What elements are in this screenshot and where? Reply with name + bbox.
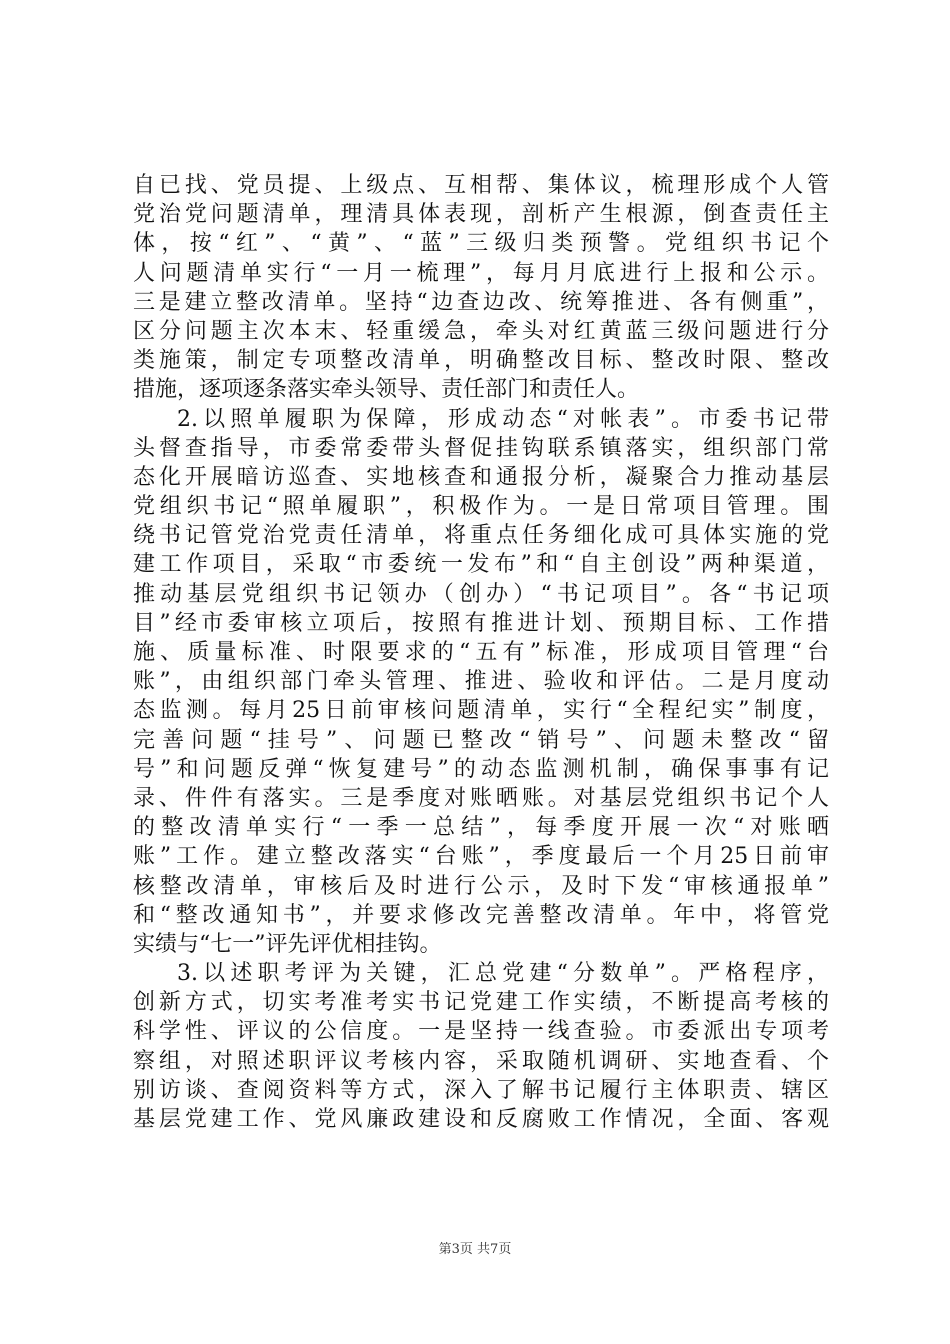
- text-line: 施、质量标准、时限要求的“五有”标准，形成项目管理“台: [133, 640, 829, 665]
- text-line: 目”经市委审核立项后，按照有推进计划、预期目标、工作措: [133, 610, 829, 636]
- text-line: 头督查指导，市委常委带头督促挂钩联系镇落实，组织部门常: [133, 435, 829, 461]
- text-line: 基层党建工作、党风廉政建设和反腐败工作情况，全面、客观: [133, 1107, 829, 1132]
- text-line: 和“整改通知书”，并要求修改完善整改清单。年中，将管党: [133, 902, 829, 928]
- body-text: [133, 171, 829, 1134]
- text-line: 态化开展暗访巡查、实地核查和通报分析，凝聚合力推动基层: [133, 464, 829, 490]
- text-line: 党组织书记“照单履职”，积极作为。一是日常项目管理。围: [133, 494, 829, 520]
- text-line: 三是建立整改清单。坚持“边查边改、统筹推进、各有侧重”，: [133, 289, 829, 315]
- text-line: 措施，逐项逐条落实牵头领导、责任部门和责任人。: [133, 377, 640, 403]
- text-line: 态监测。每月25日前审核问题清单，实行“全程纪实”制度，: [133, 698, 829, 724]
- text-line: 人问题清单实行“一月一梳理”，每月月底进行上报和公示。: [133, 260, 829, 286]
- text-line: 别访谈、查阅资料等方式，深入了解书记履行主体职责、辖区: [133, 1077, 829, 1103]
- text-line: 的整改清单实行“一季一总结”，每季度开展一次“对账晒: [133, 815, 829, 841]
- text-line: 建工作项目，采取“市委统一发布”和“自主创设”两种渠道，: [133, 552, 829, 578]
- section-heading-line: 2.以照单履职为保障，形成动态“对帐表”。市委书记带: [177, 406, 829, 432]
- text-line: 党治党问题清单，理清具体表现，剖析产生根源，倒查责任主: [133, 202, 829, 228]
- text-line: 自已找、党员提、上级点、互相帮、集体议，梳理形成个人管: [133, 173, 829, 198]
- text-line: 推动基层党组织书记领办（创办）“书记项目”。各“书记项: [133, 581, 829, 607]
- text-line: 创新方式，切实考准考实书记党建工作实绩，不断提高考核的: [133, 990, 829, 1016]
- text-line: 账”，由组织部门牵头管理、推进、验收和评估。二是月度动: [133, 669, 829, 695]
- text-line: 察组，对照述职评议考核内容，采取随机调研、实地查看、个: [133, 1048, 829, 1074]
- text-line: 科学性、评议的公信度。一是坚持一线查验。市委派出专项考: [133, 1019, 829, 1045]
- text-line: 号”和问题反弹“恢复建号”的动态监测机制，确保事事有记: [133, 756, 829, 782]
- text-line: 体，按“红”、“黄”、“蓝”三级归类预警。党组织书记个: [133, 231, 829, 257]
- text-line: 核整改清单，审核后及时进行公示，及时下发“审核通报单”: [133, 873, 829, 899]
- text-line: 区分问题主次本末、轻重缓急，牵头对红黄蓝三级问题进行分: [133, 318, 829, 344]
- text-line: 账”工作。建立整改落实“台账”，季度最后一个月25日前审: [133, 844, 829, 870]
- text-line: 类施策，制定专项整改清单，明确整改目标、整改时限、整改: [133, 348, 829, 374]
- text-line: 绕书记管党治党责任清单，将重点任务细化成可具体实施的党: [133, 523, 829, 549]
- page-number-footer: 第3页 共7页: [438, 1242, 512, 1257]
- text-line: 实绩与“七一”评先评优相挂钩。: [133, 931, 442, 957]
- text-line: 完善问题“挂号”、问题已整改“销号”、问题未整改“留: [133, 727, 829, 753]
- text-line: 录、件件有落实。三是季度对账晒账。对基层党组织书记个人: [133, 785, 829, 811]
- section-heading-line: 3.以述职考评为关键，汇总党建“分数单”。严格程序，: [177, 961, 829, 987]
